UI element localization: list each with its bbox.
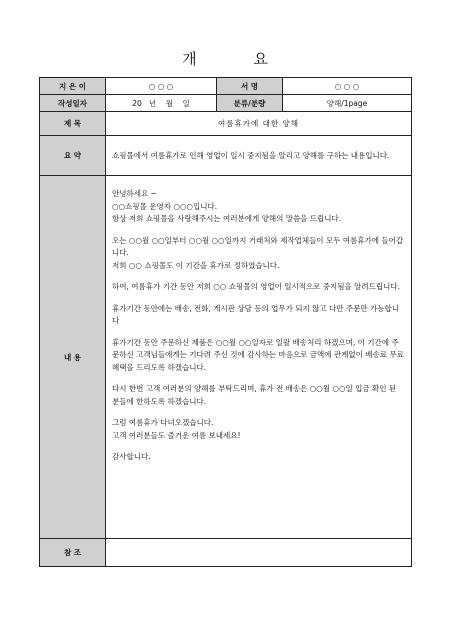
content-paragraph [112, 383, 405, 408]
category-label: 분류/분량 [217, 95, 283, 112]
content-paragraph [112, 451, 405, 464]
date-value: 20 년 월 일 [106, 95, 217, 112]
author-row [40, 78, 412, 95]
content-body [106, 176, 412, 539]
content-paragraphs [112, 188, 405, 464]
content-paragraph [112, 417, 405, 442]
content-line: 오는 ○○월 ○○일부터 ○○월 ○○일까지 거래처와 제작업체들이 모두 여름휴가에 들어갑니다. [112, 235, 404, 257]
date-row [40, 95, 412, 112]
content-line: 휴가기간 동안에는 배송, 전화, 게시판 상담 등의 업무가 되지 않고 다만 주문만 가능합니다 [112, 303, 399, 325]
summary-value: 쇼핑몰에서 여름휴가로 인해 영업이 일시 중지됨을 알리고 양해를 구하는 내용입니다. [106, 136, 412, 176]
reference-label: 참 조 [40, 539, 106, 567]
subject-row [40, 112, 412, 136]
content-line: 감사합니다. [112, 452, 151, 461]
content-paragraph [112, 281, 405, 294]
signature-label: 서 명 [217, 78, 283, 95]
category-value: 양해/1page [283, 95, 412, 112]
content-paragraph [112, 337, 405, 375]
subject-value: 여름휴가에 대한 양해 [106, 112, 412, 136]
content-line: 항상 저희 쇼핑몰을 사랑해주시는 여러분에게 양해의 말씀을 드립니다. [112, 214, 342, 223]
signature-value: ○ ○ ○ [283, 78, 412, 95]
content-line: 안녕하세요 ~ [112, 189, 157, 198]
reference-value [106, 539, 412, 567]
content-paragraph [112, 303, 405, 328]
document-title: 개 요 [182, 50, 294, 68]
date-label: 작성일자 [40, 95, 106, 112]
subject-label: 제 목 [40, 112, 106, 136]
content-line: 휴가기간 동안 주문하신 제품은 ○○월 ○○일자로 일괄 배송처리 하겠으며, 이 기간에 주문하신 고객님들에게는 기다려 주신 것에 감사하는 마음으로 금액에 관계없이 배송료 무료 혜택을 드리도록 하겠습니다. [112, 337, 404, 372]
content-line: 그럼 여름휴가 다녀오겠습니다. [112, 418, 214, 427]
content-row [40, 176, 412, 539]
content-paragraph [112, 235, 405, 273]
summary-label: 요 약 [40, 136, 106, 176]
content-line: ○○쇼핑몰 운영자 ○○○입니다. [112, 201, 218, 211]
content-line: 다시 한번 고객 여러분의 양해를 부탁드리며, 휴가 전 배송은 ○○월 ○○일 입금 확인 된 분들에 한하도록 하겠습니다. [112, 384, 397, 406]
content-paragraph [112, 188, 405, 226]
reference-row [40, 539, 412, 567]
summary-row [40, 136, 412, 176]
content-line: 고객 여러분들도 즐거운 여름 보내세요! [112, 430, 241, 440]
content-label: 내 용 [40, 176, 106, 539]
summary-form-table [39, 77, 412, 567]
content-line: 저희 ○○ 쇼핑몰도 이 기간을 휴가로 정하였습니다. [112, 260, 280, 270]
author-label: 지 은 이 [40, 78, 106, 95]
content-line: 하여, 여름휴가 기간 동안 저희 ○○ 쇼핑몰의 영업이 일시적으로 중지됨을 알려드립니다. [112, 282, 401, 291]
author-value: ○ ○ ○ [106, 78, 217, 95]
